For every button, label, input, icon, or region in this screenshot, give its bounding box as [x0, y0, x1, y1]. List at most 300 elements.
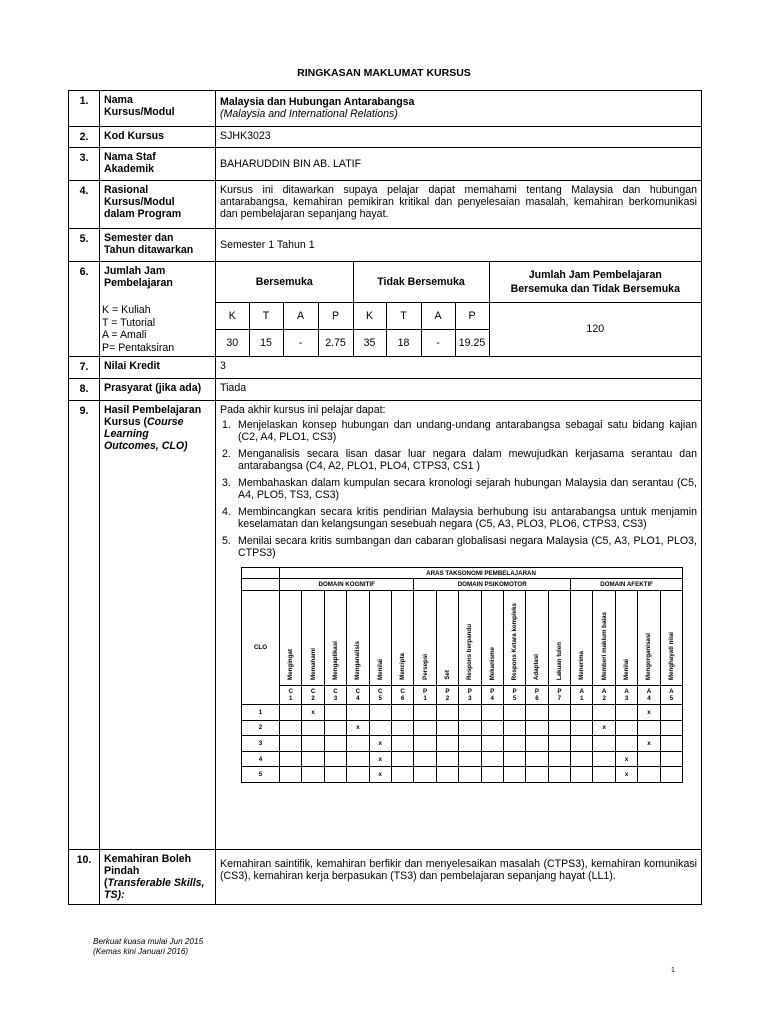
label-line: Jumlah Jam — [104, 265, 166, 277]
taxonomy-level-header — [369, 591, 391, 686]
staff-name-value: BAHARUDDIN BIN AB. LATIF — [216, 148, 702, 181]
code-letter: P — [445, 688, 450, 695]
level-label: Mekanisme — [488, 646, 496, 680]
taxonomy-mark — [571, 751, 593, 767]
taxonomy-level-header — [615, 591, 637, 686]
taxonomy-level-header — [302, 591, 324, 686]
taxonomy-level-header — [414, 591, 436, 686]
taxonomy-mark — [347, 736, 369, 752]
hours-subtable-cell — [216, 262, 702, 357]
taxonomy-mark — [347, 705, 369, 721]
taxonomy-mark — [548, 720, 570, 736]
taxonomy-mark — [660, 751, 682, 767]
domain-afektif-header: DOMAIN AFEKTIF — [571, 579, 683, 591]
taxonomy-mark — [660, 736, 682, 752]
item-number: 5. — [222, 535, 231, 547]
taxonomy-mark — [391, 705, 413, 721]
label-line: Nama — [104, 94, 133, 106]
code-number: 6 — [535, 695, 539, 702]
label-line: Rasional — [104, 184, 149, 196]
taxonomy-mark — [660, 767, 682, 783]
course-name-value: Malaysia dan Hubungan Antarabangsa — [220, 96, 415, 108]
page-number: 1 — [671, 967, 675, 974]
taxonomy-mark — [615, 736, 637, 752]
taxonomy-mark: x — [302, 705, 324, 721]
row-course-code — [69, 127, 702, 148]
taxonomy-mark — [503, 767, 525, 783]
level-label: Mencipta — [399, 653, 407, 680]
hours-value: 18 — [386, 329, 421, 356]
clo-intro: Pada akhir kursus ini pelajar dapat: — [220, 404, 386, 416]
row-prerequisite — [69, 379, 702, 401]
taxonomy-mark — [548, 705, 570, 721]
taxonomy-mark — [459, 751, 481, 767]
taxonomy-mark — [526, 751, 548, 767]
label-line: Semester dan — [104, 232, 174, 244]
level-label: Persepsi — [421, 654, 429, 680]
taxonomy-mark — [615, 705, 637, 721]
level-label: Set — [443, 670, 451, 680]
code-letter: P — [490, 688, 495, 695]
taxonomy-mark: x — [369, 736, 391, 752]
taxonomy-mark — [436, 767, 458, 783]
taxonomy-mark — [503, 751, 525, 767]
taxonomy-mark — [615, 720, 637, 736]
taxonomy-mark — [324, 751, 346, 767]
code-letter: C — [378, 688, 383, 695]
level-code — [324, 686, 346, 705]
label-part: Kursus ( — [104, 416, 147, 428]
level-label: Menganalisis — [354, 641, 362, 680]
code-letter: P — [534, 688, 540, 695]
level-code — [391, 686, 413, 705]
taxonomy-mark — [414, 751, 436, 767]
code-number: 1 — [288, 695, 293, 702]
code-letter: C — [333, 688, 338, 695]
hours-value: - — [421, 329, 455, 356]
label-part: Course — [146, 416, 184, 428]
code-letter: P — [557, 688, 562, 695]
taxonomy-mark — [548, 751, 570, 767]
row-value — [216, 91, 702, 127]
legend-line: T = Tutorial — [102, 316, 156, 329]
label-part: ( — [104, 877, 108, 889]
row-number: 4. — [69, 181, 100, 229]
code-number: 5 — [512, 695, 517, 702]
taxonomy-mark — [414, 767, 436, 783]
taxonomy-mark — [503, 705, 525, 721]
label-line: Kemahiran Boleh — [104, 853, 192, 865]
level-code — [459, 686, 481, 705]
row-learning-outcomes — [69, 401, 702, 850]
hours-col-t: T — [249, 302, 283, 329]
label-line: Learning — [104, 428, 149, 440]
taxonomy-level-header — [391, 591, 413, 686]
hours-value: 2.75 — [318, 329, 353, 356]
level-code — [638, 686, 660, 705]
taxonomy-mark — [324, 705, 346, 721]
level-code — [571, 686, 593, 705]
code-letter: A — [646, 688, 652, 695]
taxonomy-level-header — [324, 591, 346, 686]
table-row — [242, 767, 683, 783]
level-label: Mengorganisasi — [645, 632, 653, 680]
row-academic-staff — [69, 148, 702, 181]
taxonomy-level-header — [571, 591, 593, 686]
blank-cell — [242, 579, 280, 591]
taxonomy-title: ARAS TAKSONOMI PEMBELAJARAN — [280, 568, 683, 579]
table-row — [242, 705, 683, 721]
row-label: Kod Kursus — [100, 127, 216, 148]
taxonomy-mark: x — [369, 767, 391, 783]
row-label — [100, 181, 216, 229]
level-label: Mengingat — [287, 649, 295, 680]
course-code-value: SJHK3023 — [216, 127, 702, 148]
code-number: 3 — [624, 695, 629, 702]
total-hours-header — [489, 262, 701, 302]
taxonomy-mark — [459, 767, 481, 783]
row-transferable-skills — [69, 850, 702, 905]
taxonomy-mark — [302, 736, 324, 752]
taxonomy-mark: x — [593, 720, 615, 736]
level-label: Lakuan tulen — [555, 641, 563, 680]
taxonomy-mark — [280, 751, 302, 767]
label-line: Akademik — [104, 163, 155, 175]
label-line: dalam Program — [104, 208, 182, 220]
code-letter: P — [467, 688, 472, 695]
taxonomy-level-header — [347, 591, 369, 686]
level-label: Adaptasi — [533, 653, 541, 680]
item-text: Menilai secara kritis sumbangan dan cabaran globalisasi negara Malaysia (C5, A3, PLO1, PLO3, CTPS3) — [238, 535, 697, 559]
row-number: 3. — [69, 148, 100, 181]
level-label: Menilai — [376, 659, 384, 680]
transferable-skills-value: Kemahiran saintifik, kemahiran berfikir dan menyelesaikan masalah (CTPS3), kemahiran komunikasi (CS3), kemahiran kerja berpasukan (TS3) dan pembelajaran sepanjang hayat (LL1). — [216, 850, 702, 905]
taxonomy-level-header — [280, 591, 302, 686]
legend-line: K = Kuliah — [102, 304, 151, 316]
level-code — [280, 686, 302, 705]
taxonomy-mark — [324, 767, 346, 783]
taxonomy-mark — [503, 720, 525, 736]
taxonomy-mark: x — [615, 751, 637, 767]
semester-value: Semester 1 Tahun 1 — [216, 229, 702, 262]
row-rationale — [69, 181, 702, 229]
row-label: Nilai Kredit — [100, 357, 216, 379]
list-item — [220, 535, 697, 559]
taxonomy-mark: x — [615, 767, 637, 783]
hours-legend — [100, 302, 215, 356]
taxonomy-mark — [571, 720, 593, 736]
taxonomy-mark — [280, 720, 302, 736]
total-hours-value: 120 — [489, 302, 701, 356]
header-line: Jumlah Jam Pembelajaran — [528, 268, 662, 281]
taxonomy-mark — [638, 720, 660, 736]
footer-line: (Kemas kini Januari 2016) — [93, 947, 189, 956]
taxonomy-mark — [391, 720, 413, 736]
hours-col-k: K — [353, 302, 386, 329]
list-item — [220, 477, 697, 501]
list-item — [220, 506, 697, 530]
code-number: 2 — [311, 695, 315, 702]
taxonomy-mark — [324, 736, 346, 752]
taxonomy-mark — [414, 736, 436, 752]
code-letter: A — [624, 688, 629, 695]
row-number: 1. — [69, 91, 100, 127]
taxonomy-mark — [548, 767, 570, 783]
hours-value: 15 — [249, 329, 283, 356]
level-label: Menerima — [578, 651, 586, 680]
row-learning-hours — [69, 262, 702, 357]
row-label — [100, 401, 216, 850]
hours-value: 35 — [353, 329, 386, 356]
table-row — [242, 720, 683, 736]
taxonomy-mark — [571, 767, 593, 783]
code-number: 4 — [490, 695, 494, 702]
label-line: Pembelajaran — [104, 277, 173, 289]
taxonomy-mark — [481, 736, 503, 752]
hours-value: - — [283, 329, 318, 356]
taxonomy-mark — [481, 705, 503, 721]
item-number: 3. — [222, 477, 231, 489]
taxonomy-mark — [459, 705, 481, 721]
code-number: 3 — [333, 695, 338, 702]
hours-value: 30 — [216, 329, 249, 356]
clo-list — [220, 419, 697, 559]
code-number: 5 — [378, 695, 382, 702]
item-text: Menganalisis secara lisan dasar luar negara dalam mewujudkan kerjasama serantau dan antarabangsa (C4, A2, PLO1, PLO4, CTPS3, CS1 ) — [238, 448, 697, 472]
label-line: Pindah — [104, 865, 140, 877]
row-value — [216, 401, 702, 850]
taxonomy-level-header — [526, 591, 548, 686]
row-number: 6. — [69, 262, 100, 357]
code-number: 5 — [669, 695, 674, 702]
taxonomy-mark — [593, 767, 615, 783]
code-number: 3 — [468, 695, 472, 702]
taxonomy-mark: x — [347, 720, 369, 736]
row-label — [100, 229, 216, 262]
code-letter: C — [288, 688, 293, 695]
code-number: 1 — [580, 695, 584, 702]
level-code — [593, 686, 615, 705]
domain-psikomotor-header: DOMAIN PSIKOMOTOR — [414, 579, 571, 591]
row-number: 5. — [69, 229, 100, 262]
credit-value: 3 — [216, 357, 702, 379]
document-title: RINGKASAN MAKLUMAT KURSUS — [297, 67, 471, 79]
taxonomy-level-header — [660, 591, 682, 686]
code-letter: A — [579, 688, 584, 695]
hours-col-p: P — [318, 302, 353, 329]
level-code — [369, 686, 391, 705]
label-line: Tahun ditawarkan — [104, 244, 194, 256]
level-code — [615, 686, 637, 705]
hours-col-k: K — [216, 302, 249, 329]
level-label: Memberi maklum balas — [600, 611, 608, 680]
taxonomy-mark — [526, 736, 548, 752]
code-letter: A — [601, 688, 607, 695]
code-letter: A — [669, 688, 674, 695]
taxonomy-mark — [459, 720, 481, 736]
item-number: 4. — [222, 506, 231, 518]
bersemuka-header: Bersemuka — [216, 262, 353, 302]
level-label: Menilai — [623, 659, 631, 680]
code-number: 2 — [445, 695, 450, 702]
legend-line: P= Pentaksiran — [102, 341, 175, 354]
code-letter: C — [355, 688, 361, 695]
taxonomy-mark — [459, 736, 481, 752]
header-line: Bersemuka dan Tidak Bersemuka — [510, 282, 680, 295]
level-code — [660, 686, 682, 705]
code-letter: P — [512, 688, 517, 695]
hours-col-t: T — [386, 302, 421, 329]
code-letter: P — [422, 688, 428, 695]
taxonomy-mark — [593, 751, 615, 767]
course-summary-table — [68, 90, 702, 905]
row-course-name — [69, 91, 702, 127]
taxonomy-mark — [526, 720, 548, 736]
clo-number: 5 — [242, 767, 280, 783]
row-semester — [69, 229, 702, 262]
row-credit-value — [69, 357, 702, 379]
taxonomy-mark — [548, 736, 570, 752]
taxonomy-mark — [302, 767, 324, 783]
item-number: 2. — [222, 448, 231, 460]
item-text: Menjelaskan konsep hubungan dan undang-undang antarabangsa sebagai satu bidang kajian (C2, A4, PLO1, CS3) — [238, 419, 697, 443]
level-code — [414, 686, 436, 705]
row-number: 7. — [69, 357, 100, 379]
row-label — [100, 262, 216, 357]
row-label — [100, 91, 216, 127]
level-code — [548, 686, 570, 705]
taxonomy-level-header — [503, 591, 525, 686]
level-code — [503, 686, 525, 705]
taxonomy-level-header — [638, 591, 660, 686]
hours-col-a: A — [421, 302, 455, 329]
taxonomy-mark — [526, 767, 548, 783]
taxonomy-mark — [369, 705, 391, 721]
taxonomy-mark — [638, 751, 660, 767]
taxonomy-mark — [481, 720, 503, 736]
item-number: 1. — [222, 419, 231, 431]
taxonomy-mark — [302, 720, 324, 736]
blank-cell — [242, 568, 280, 579]
row-number: 10. — [69, 850, 100, 905]
taxonomy-mark — [593, 736, 615, 752]
clo-number: 2 — [242, 720, 280, 736]
taxonomy-mark — [481, 751, 503, 767]
hours-value: 19.25 — [455, 329, 489, 356]
level-code — [347, 686, 369, 705]
taxonomy-mark — [436, 736, 458, 752]
row-number: 9. — [69, 401, 100, 850]
level-label: Respons Ketara kompleks — [511, 602, 519, 680]
taxonomy-mark: x — [369, 751, 391, 767]
hours-col-p: P — [455, 302, 489, 329]
taxonomy-mark — [414, 720, 436, 736]
level-label: Memahami — [309, 648, 317, 680]
taxonomy-mark: x — [638, 736, 660, 752]
clo-number: 4 — [242, 751, 280, 767]
row-label — [100, 148, 216, 181]
taxonomy-mark — [571, 705, 593, 721]
taxonomy-mark — [436, 705, 458, 721]
code-number: 4 — [356, 695, 360, 702]
row-number: 8. — [69, 379, 100, 401]
taxonomy-level-header — [593, 591, 615, 686]
hours-col-a: A — [283, 302, 318, 329]
taxonomy-mark — [391, 751, 413, 767]
code-number: 4 — [647, 695, 651, 702]
taxonomy-mark — [280, 767, 302, 783]
row-label — [100, 850, 216, 905]
row-number: 2. — [69, 127, 100, 148]
level-code — [302, 686, 324, 705]
item-text: Membincangkan secara kritis pendirian Malaysia berhubung isu antarabangsa untuk menjamin keselamatan dan kelangsungan sesebuah negara (C5, A3, PLO3, PLO6, CTPS3, CS3) — [238, 506, 697, 530]
footer-note — [93, 937, 203, 957]
label-line: Kursus/Modul — [104, 196, 175, 208]
clo-number: 3 — [242, 736, 280, 752]
taxonomy-mark — [414, 705, 436, 721]
taxonomy-mark — [391, 736, 413, 752]
level-code — [436, 686, 458, 705]
taxonomy-mark — [369, 720, 391, 736]
prerequisite-value: Tiada — [216, 379, 702, 401]
level-label: Respons berpandu — [466, 623, 474, 680]
row-label: Prasyarat (jika ada) — [100, 379, 216, 401]
code-number: 2 — [602, 695, 606, 702]
label-line: Kursus/Modul — [104, 106, 175, 118]
label-line: Hasil Pembelajaran — [104, 404, 202, 416]
taxonomy-mark — [436, 720, 458, 736]
taxonomy-mark — [638, 767, 660, 783]
taxonomy-mark — [503, 736, 525, 752]
clo-number: 1 — [242, 705, 280, 721]
hours-subtable — [216, 262, 701, 356]
course-name-english: (Malaysia and International Relations) — [220, 108, 398, 120]
taxonomy-mark — [593, 705, 615, 721]
level-label: Mengaplikasi — [331, 641, 339, 680]
code-number: 1 — [423, 695, 427, 702]
taxonomy-level-header — [548, 591, 570, 686]
label-line: Outcomes, CLO) — [104, 440, 188, 452]
code-number: 7 — [557, 695, 562, 702]
rationale-value: Kursus ini ditawarkan supaya pelajar dapat memahami tentang Malaysia dan hubungan antarabangsa, kemahiran pemikiran kritikal dan penyelesaian masalah, kemahiran berkomunikasi dan pembelajaran sepanjang hayat. — [216, 181, 702, 229]
taxonomy-mark — [280, 705, 302, 721]
taxonomy-mark — [391, 767, 413, 783]
taxonomy-mark — [660, 720, 682, 736]
code-letter: C — [400, 688, 405, 695]
taxonomy-table — [241, 567, 683, 783]
level-code — [526, 686, 548, 705]
code-number: 6 — [400, 695, 405, 702]
clo-header: CLO — [242, 591, 280, 705]
taxonomy-mark — [347, 751, 369, 767]
taxonomy-mark — [481, 767, 503, 783]
list-item — [220, 419, 697, 443]
code-letter: C — [310, 688, 316, 695]
taxonomy-level-header — [436, 591, 458, 686]
taxonomy-mark — [302, 751, 324, 767]
tidak-bersemuka-header: Tidak Bersemuka — [353, 262, 489, 302]
taxonomy-level-header — [459, 591, 481, 686]
table-row — [242, 736, 683, 752]
taxonomy-mark — [347, 767, 369, 783]
legend-line: A = Amali — [102, 329, 147, 341]
taxonomy-mark — [571, 736, 593, 752]
taxonomy-mark — [324, 720, 346, 736]
level-code — [481, 686, 503, 705]
label-line: TS): — [104, 889, 125, 901]
taxonomy-mark: x — [638, 705, 660, 721]
footer-line: Berkuat kuasa mulai Jun 2015 — [93, 937, 204, 946]
